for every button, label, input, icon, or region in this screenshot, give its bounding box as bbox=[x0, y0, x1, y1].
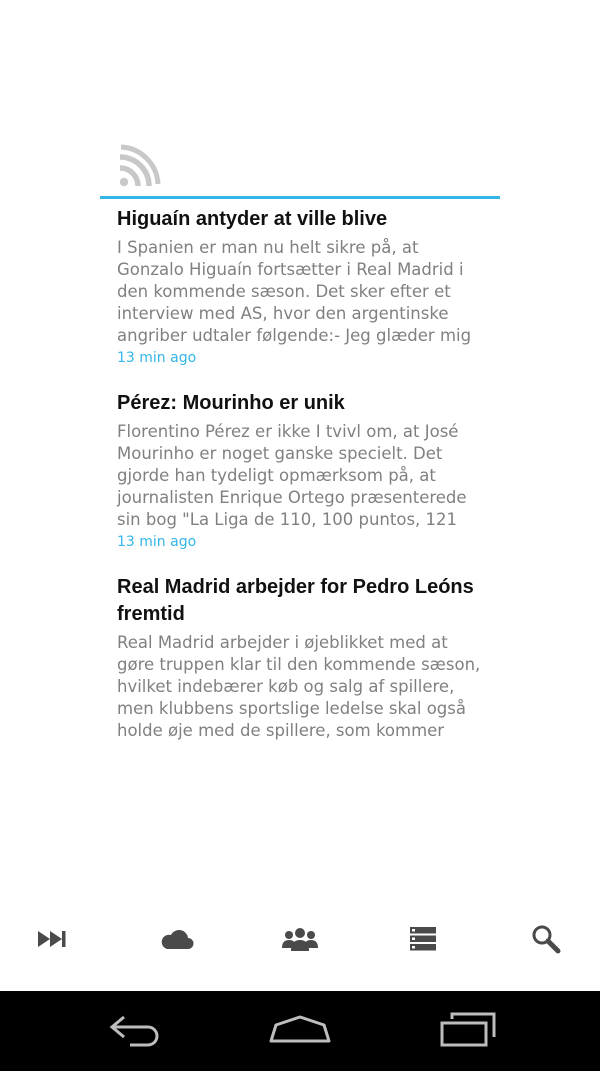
list-item[interactable] bbox=[117, 206, 487, 368]
article-timestamp: 13 min ago bbox=[117, 350, 197, 366]
article-title: Higuaín antyder at ville blive bbox=[117, 208, 388, 230]
people-icon bbox=[281, 926, 319, 956]
system-navigation-bar bbox=[0, 991, 600, 1071]
storage-icon bbox=[409, 926, 437, 956]
article-summary: I Spanien er man nu helt sikre på, at Gonzalo Higuaín fortsætter i Real Madrid i den kommende sæson. Det sker efter et interview med AS, hvor den argentinske angriber udtaler følgende:- Jeg glæder mig bbox=[117, 238, 472, 345]
article-timestamp: 13 min ago bbox=[117, 534, 197, 550]
news-widget bbox=[100, 140, 500, 740]
article-summary: Florentino Pérez er ikke I tvivl om, at José Mourinho er noget ganske specielt. Det gjorde han tydeligt opmærksom på, at journalisten Enrique Ortego præsenterede sin bog "La Liga de 110, 100 puntos, 121 bbox=[117, 422, 467, 529]
search-icon bbox=[531, 924, 561, 958]
home-button[interactable] bbox=[250, 999, 350, 1063]
list-item[interactable] bbox=[117, 574, 487, 742]
cloud-button[interactable] bbox=[147, 917, 207, 965]
widget-header bbox=[100, 140, 500, 199]
people-button[interactable] bbox=[270, 917, 330, 965]
fast-forward-button[interactable] bbox=[23, 917, 83, 965]
article-summary: Real Madrid arbejder i øjeblikket med at gøre truppen klar til den kommende sæson, hvilket indebærer køb og salg af spillere, men klubbens sportslige ledelse skal også holde øje med de spillere, som kommer bbox=[117, 633, 481, 740]
article-title: Real Madrid arbejder for Pedro Leóns fremtid bbox=[117, 576, 474, 625]
dock bbox=[0, 905, 600, 977]
search-button[interactable] bbox=[516, 917, 576, 965]
rss-icon[interactable] bbox=[118, 148, 158, 188]
back-icon bbox=[104, 1011, 164, 1051]
fast-forward-icon bbox=[37, 929, 69, 953]
cloud-icon bbox=[160, 928, 194, 954]
article-title: Pérez: Mourinho er unik bbox=[117, 392, 345, 414]
home-icon bbox=[268, 1011, 332, 1051]
list-item[interactable] bbox=[117, 390, 487, 552]
recent-apps-icon bbox=[438, 1011, 498, 1051]
back-button[interactable] bbox=[84, 999, 184, 1063]
recent-apps-button[interactable] bbox=[418, 999, 518, 1063]
news-feed[interactable] bbox=[117, 206, 487, 740]
storage-button[interactable] bbox=[393, 917, 453, 965]
